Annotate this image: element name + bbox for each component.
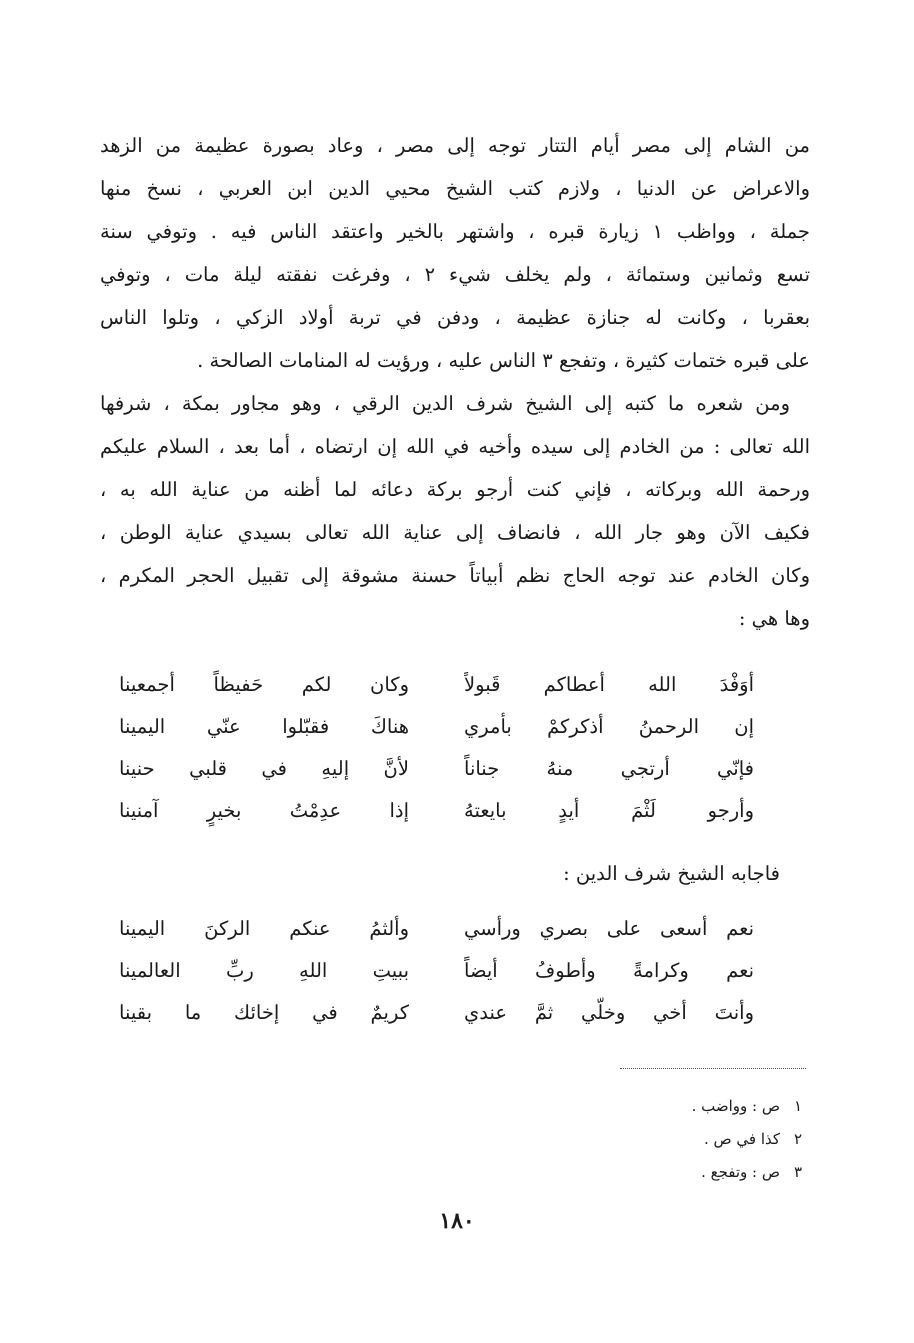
footnote	[692, 1156, 802, 1189]
verse-first-hemistich: وأنتَ أخي وخلّي ثمَّ عندي	[464, 1001, 754, 1024]
verse-second-hemistich: وألثمُ عنكم الركنَ اليمينا	[119, 917, 409, 940]
footnote-number: ٣	[793, 1163, 802, 1181]
footnote-text: ص : وواضب .	[691, 1097, 780, 1115]
prose-line: على قبره ختمات كثيرة ، وتفجع ٣ الناس عليه ، ورؤيت له المنامات الصالحة .	[197, 349, 810, 372]
verse-second-hemistich: كريمٌ في إخائك ما بقينا	[119, 1001, 409, 1024]
answer-heading: فاجابه الشيخ شرف الدين :	[563, 862, 780, 885]
verse-second-hemistich: لأنَّ إليهِ في قلبي حنينا	[119, 757, 409, 780]
poem-one	[119, 664, 754, 832]
footnote-number: ١	[793, 1097, 802, 1115]
page-number: ١٨٠	[439, 1208, 475, 1234]
prose-line: فكيف الآن وهو جار الله ، فانضاف إلى عناية الله تعالى بسيدي عناية الوطن ،	[100, 521, 810, 544]
verse-second-hemistich: إذا عدِمْتُ بخيرٍ آمنينا	[119, 799, 409, 822]
verse-first-hemistich: نعم أسعى على بصري ورأسي	[464, 917, 754, 940]
prose-line: ورحمة الله وبركاته ، فإني كنت أرجو بركة دعائه لما أظنه من عناية الله به ،	[100, 478, 810, 501]
verse	[119, 706, 754, 748]
prose-line: والاعراض عن الدنيا ، ولازم كتب الشيخ محيي الدين ابن العربي ، نسخ منها	[100, 177, 810, 200]
footnotes	[692, 1090, 802, 1189]
verse	[119, 908, 754, 950]
prose-line: وها هي :	[738, 607, 810, 630]
prose-line: تسع وثمانين وستمائة ، ولم يخلف شيء ٢ ، وفرغت نفقته ليلة مات ، وتوفي	[100, 263, 810, 286]
verse-second-hemistich: وكان لكم حَفيظاً أجمعينا	[119, 673, 409, 696]
verse	[119, 992, 754, 1034]
prose-line: وكان الخادم عند توجه الحاج نظم أبياتاً حسنة مشوقة إلى تقبيل الحجر المكرم ،	[100, 564, 810, 587]
footnote-text: كذا في ص .	[703, 1130, 780, 1148]
footnote-divider	[620, 1068, 806, 1069]
verse-first-hemistich: أوَفْدَ الله أعطاكم قَبولاً	[464, 673, 754, 696]
footnote	[692, 1090, 802, 1123]
prose-line: جملة ، وواظب ١ زيارة قبره ، واشتهر بالخير واعتقد الناس فيه . وتوفي سنة	[100, 220, 810, 243]
verse-first-hemistich: نعم وكرامةً وأطوفُ أيضاً	[464, 959, 754, 982]
footnote-text: ص : وتفجع .	[701, 1163, 780, 1181]
verse-second-hemistich: ببيتِ اللهِ ربِّ العالمينا	[119, 959, 409, 982]
prose-line: بعقربا ، وكانت له جنازة عظيمة ، ودفن في تربة أولاد الزكي ، وتلوا الناس	[100, 306, 810, 329]
poem-two	[119, 908, 754, 1034]
prose-body	[100, 124, 810, 640]
verse-first-hemistich: فإنّي أرتجي منهُ جناناً	[464, 757, 754, 780]
prose-line: ومن شعره ما كتبه إلى الشيخ شرف الدين الرقي ، وهو مجاور بمكة ، شرفها	[100, 392, 790, 415]
verse-first-hemistich: إن الرحمنُ أذكركمْ بأمري	[464, 715, 754, 738]
footnote	[692, 1123, 802, 1156]
verse-first-hemistich: وأرجو لَثْمَ أيدٍ بايعتهُ	[464, 799, 754, 822]
verse	[119, 664, 754, 706]
footnote-number: ٢	[793, 1130, 802, 1148]
prose-line: الله تعالى : من الخادم إلى سيده وأخيه في الله إن ارتضاه ، أما بعد ، السلام عليكم	[100, 435, 810, 458]
verse-second-hemistich: هناكَ فقبّلوا عنّي اليمينا	[119, 715, 409, 738]
verse	[119, 950, 754, 992]
verse	[119, 790, 754, 832]
prose-line: من الشام إلى مصر أيام التتار توجه إلى مصر ، وعاد بصورة عظيمة من الزهد	[100, 134, 810, 157]
verse	[119, 748, 754, 790]
